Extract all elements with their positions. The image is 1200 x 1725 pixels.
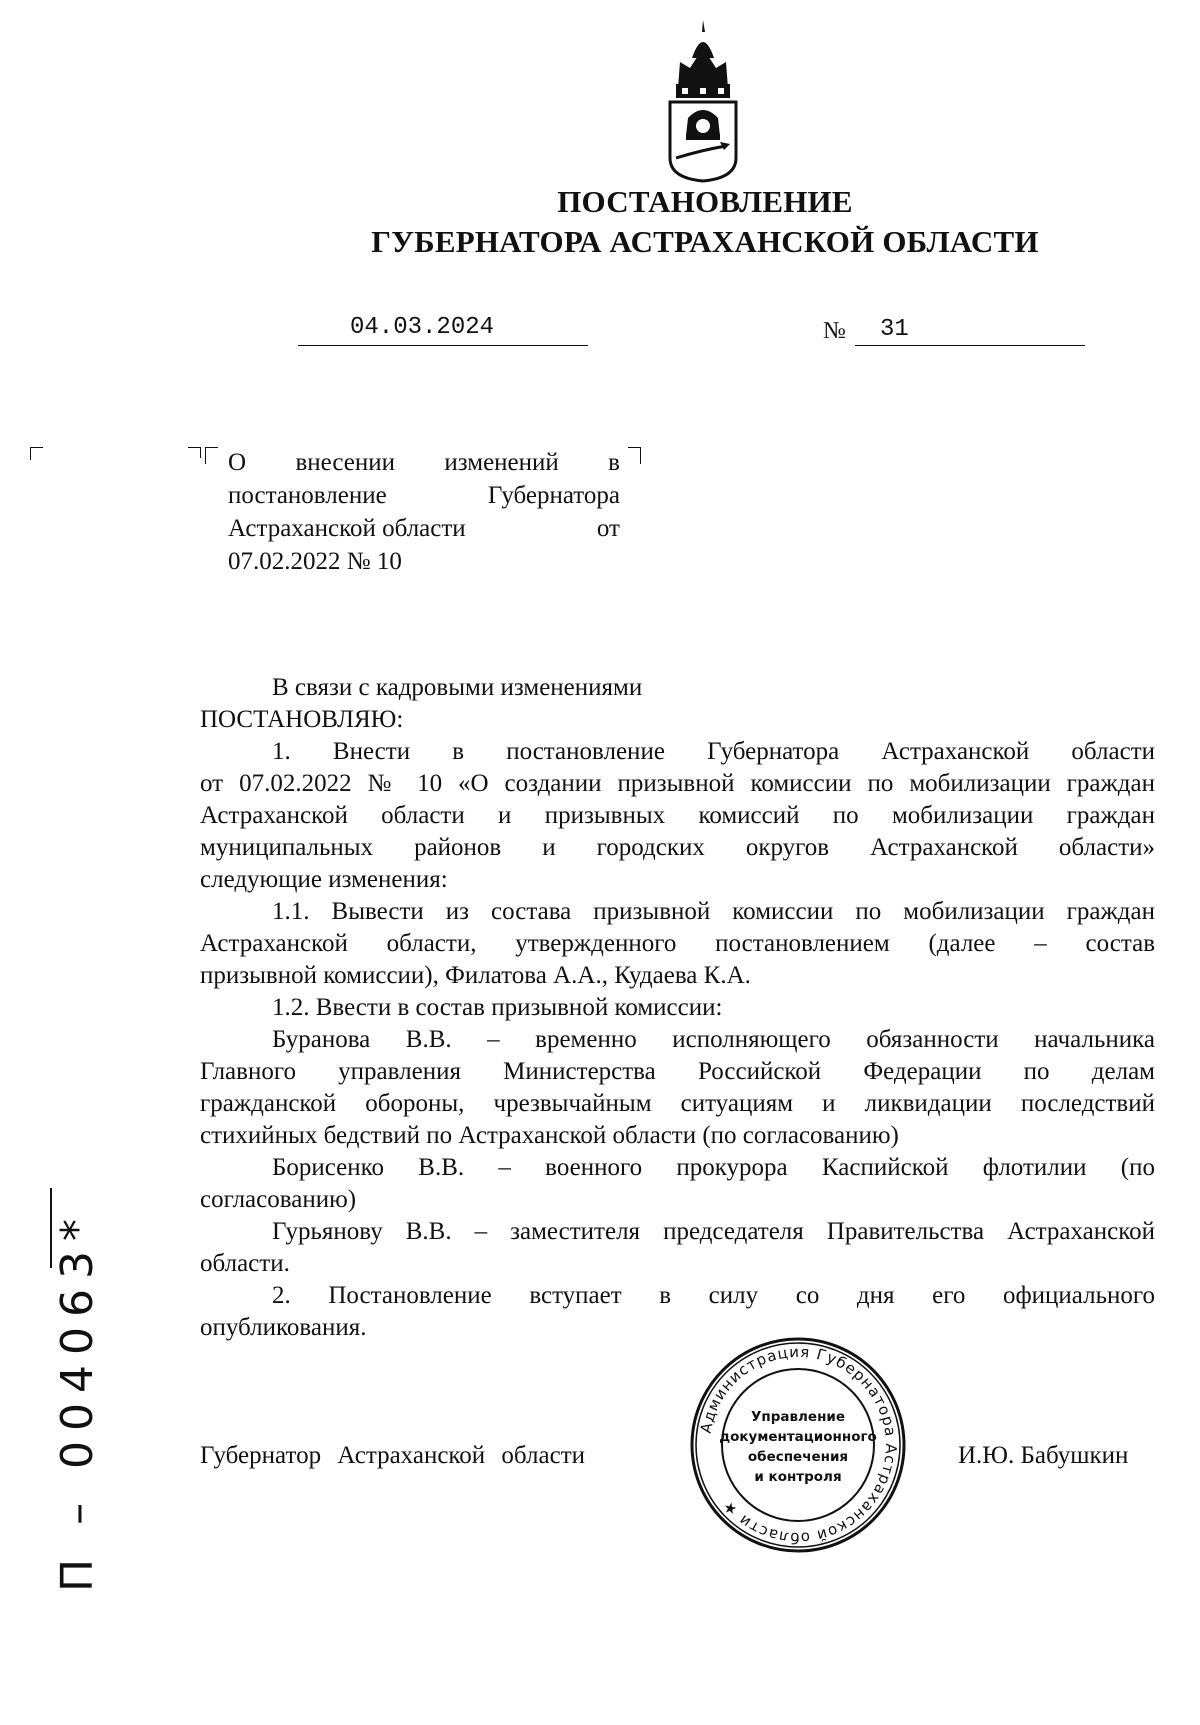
subject-word: внесении <box>295 449 395 476</box>
paragraph-1-line: муниципальных районов и городских округов Астраханской области» <box>200 834 1155 861</box>
document-subject <box>228 446 620 578</box>
paragraph-1-2-c-line: Гурьянову В.В. – заместителя председателя Правительства Астраханской <box>272 1218 1155 1245</box>
margin-corner-mark <box>30 447 43 460</box>
paragraph-1-line: от 07.02.2022 № 10 «О создании призывной комиссии по мобилизации граждан <box>200 770 1155 797</box>
subject-word: изменений <box>444 449 559 476</box>
seal-inner-line: и контроля <box>754 1469 842 1485</box>
number-sign: № <box>823 318 846 344</box>
signatory-name: И.Ю. Бабушкин <box>958 1442 1129 1469</box>
seal-inner-line: документационного <box>719 1429 877 1445</box>
paragraph-1-2-a-line: гражданской обороны, чрезвычайным ситуациям и ликвидации последствий <box>200 1090 1155 1117</box>
paragraph-1-2-a-line: Главного управления Министерства Российской Федерации по делам <box>200 1058 1155 1085</box>
subject-corner-mark-left <box>188 447 201 458</box>
paragraph-1-1-line: призывной комиссии), Филатова А.А., Кудаева К.А. <box>200 962 751 989</box>
subject-line-4: 07.02.2022 № 10 <box>228 548 402 575</box>
paragraph-1-2-b-line: согласованию) <box>200 1186 357 1213</box>
svg-text:Администрация Губернатора Астр: Администрация Губернатора Астраханской области ★ <box>696 1342 901 1548</box>
issuer-title: ГУБЕРНАТОРА АСТРАХАНСКОЙ ОБЛАСТИ <box>371 224 1039 259</box>
official-seal-stamp <box>688 1335 908 1555</box>
paragraph-1-line: следующие изменения: <box>200 866 448 893</box>
paragraph-2-line: опубликования. <box>200 1314 367 1341</box>
document-date: 04.03.2024 <box>350 314 495 341</box>
paragraph-1-2-a-line: Буранова В.В. – временно исполняющего обязанности начальника <box>272 1026 1155 1053</box>
subject-line-2 <box>228 479 620 512</box>
paragraph-1-1-line: Астраханской области, утвержденного постановлением (далее – состав <box>200 930 1155 957</box>
paragraph-1-2-a-line: стихийных бедствий по Астраханской области (по согласованию) <box>200 1122 899 1149</box>
paragraph-1-line: 1. Внести в постановление Губернатора Астраханской области <box>272 738 1155 765</box>
paragraph-1-2-b-line: Борисенко В.В. – военного прокурора Каспийской флотилии (по <box>272 1154 1155 1181</box>
resolution-body <box>200 672 1155 1344</box>
subject-word: Астраханской области <box>228 515 466 542</box>
signatory-title: Губернатор Астраханской области <box>200 1442 586 1469</box>
preamble: В связи с кадровыми изменениями <box>272 674 643 701</box>
seal-inner-line: Управление <box>750 1409 846 1425</box>
registration-serial-number: П – 004063* <box>52 1208 103 1592</box>
subject-word: в <box>608 449 620 476</box>
paragraph-1-2-heading: 1.2. Ввести в состав призывной комиссии: <box>272 994 723 1021</box>
number-underline <box>855 345 1085 346</box>
document-type-title: ПОСТАНОВЛЕНИЕ <box>557 184 853 219</box>
resolve-word: ПОСТАНОВЛЯЮ: <box>200 706 404 733</box>
subject-word: Губернатора <box>487 482 620 509</box>
astrakhan-coat-of-arms-icon <box>662 18 744 183</box>
seal-inner-line: обеспечения <box>747 1449 849 1465</box>
subject-word: постановление <box>228 482 387 509</box>
paragraph-1-1-line: 1.1. Вывести из состава призывной комиссии по мобилизации граждан <box>272 898 1155 925</box>
paragraph-1-line: Астраханской области и призывных комиссий по мобилизации граждан <box>200 802 1155 829</box>
date-underline <box>298 345 588 346</box>
paragraph-2-line: 2. Постановление вступает в силу со дня его официального <box>272 1282 1155 1309</box>
document-number: 31 <box>880 316 909 343</box>
subject-word: от <box>596 515 620 542</box>
paragraph-1-2-c-line: области. <box>200 1250 290 1277</box>
subject-line-1 <box>228 446 620 479</box>
subject-word: О <box>228 449 247 476</box>
subject-corner-mark-right <box>628 447 641 464</box>
subject-corner-mark-left-inner <box>205 447 218 464</box>
subject-line-3 <box>228 512 620 545</box>
